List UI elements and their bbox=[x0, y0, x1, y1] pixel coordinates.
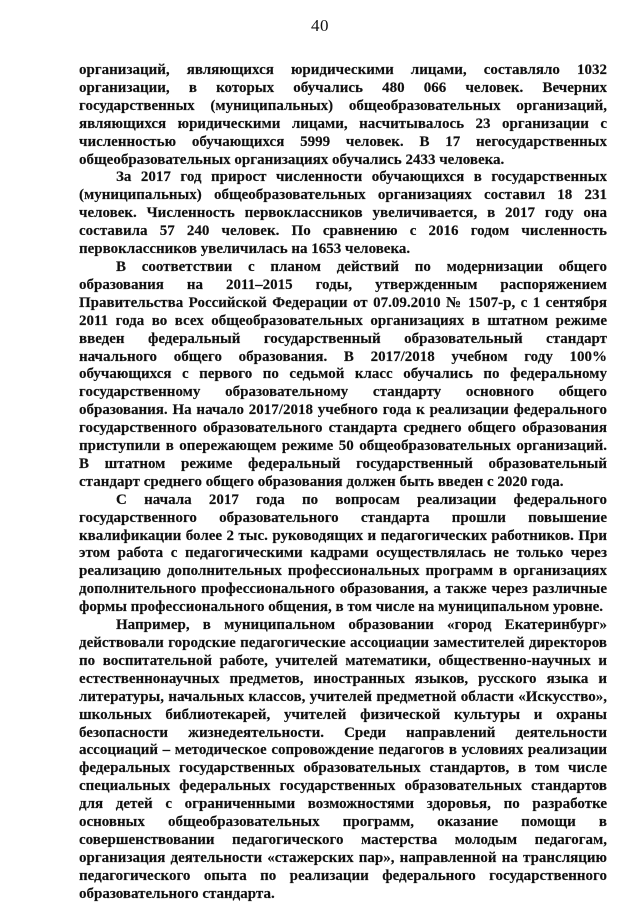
paragraph: В соответствии с планом действий по модернизации общего образования на 2011–2015 годы, утвержденным распоряжением Правительства Российской Федерации от 07.09.2010 № 1507-р, с 1 сентября 2011 года во всех общеобразовательных организациях в штатном режиме введен федеральный государственный образовательный стандарт начального общего образования. В 2017/2018 учебном году 100% обучающихся с первого по седьмой класс обучались по федеральному государственному образовательному стандарту основного общего образования. На начало 2017/2018 учебного года к реализации федерального государственного образовательного стандарта среднего общего образования приступили в опережающем режиме 50 общеобразовательных организаций. В штатном режиме федеральный государственный образовательный стандарт среднего общего образования должен быть введен с 2020 года. bbox=[79, 258, 607, 490]
paragraph: С начала 2017 года по вопросам реализации федерального государственного образовательного стандарта прошли повышение квалификации более 2 тыс. руководящих и педагогических работников. При этом работа с педагогическими кадрами осуществлялась не только через реализацию дополнительных профессиональных программ в организациях дополнительного профессионального образования, а также через различные формы профессионального общения, в том числе на муниципальном уровне. bbox=[79, 491, 607, 616]
paragraph: За 2017 год прирост численности обучающихся в государственных (муниципальных) общеобразовательных организациях составил 18 231 человек. Численность первоклассников увеличивается, в 2017 году она составила 57 240 человек. По сравнению с 2016 годом численность первоклассников увеличилась на 1653 человека. bbox=[79, 169, 607, 258]
page-number: 40 bbox=[311, 16, 329, 35]
paragraph: организаций, являющихся юридическими лицами, составляло 1032 организации, в которых обучались 480 066 человек. Вечерних государственных (муниципальных) общеобразовательных организаций, являющихся юридическими лицами, насчитывалось 23 организации с численностью обучающихся 5999 человек. В 17 негосударственных общеобразовательных организациях обучались 2433 человека. bbox=[79, 62, 607, 168]
paragraph: Например, в муниципальном образовании «город Екатеринбург» действовали городские педагогические ассоциации заместителей директоров по воспитательной работе, учителей математики, общественно-научных и естественнонаучных предметов, иностранных языков, русского языка и литературы, начальных классов, учителей предметной области «Искусство», школьных библиотекарей, учителей физической культуры и охраны безопасности жизнедеятельности. Среди направлений деятельности ассоциаций – методическое сопровождение педагогов в условиях реализации федеральных государственных образовательных стандартов, в том числе специальных федеральных государственных образовательных стандартов для детей с ограниченными возможностями здоровья, по разработке основных общеобразовательных программ, оказание помощи в совершенствовании педагогического мастерства молодым педагогам, организация деятельности «стажерских пар», направленной на трансляцию педагогического опыта по реализации федерального государственного образовательного стандарта. bbox=[79, 617, 607, 902]
body-text bbox=[79, 62, 607, 904]
